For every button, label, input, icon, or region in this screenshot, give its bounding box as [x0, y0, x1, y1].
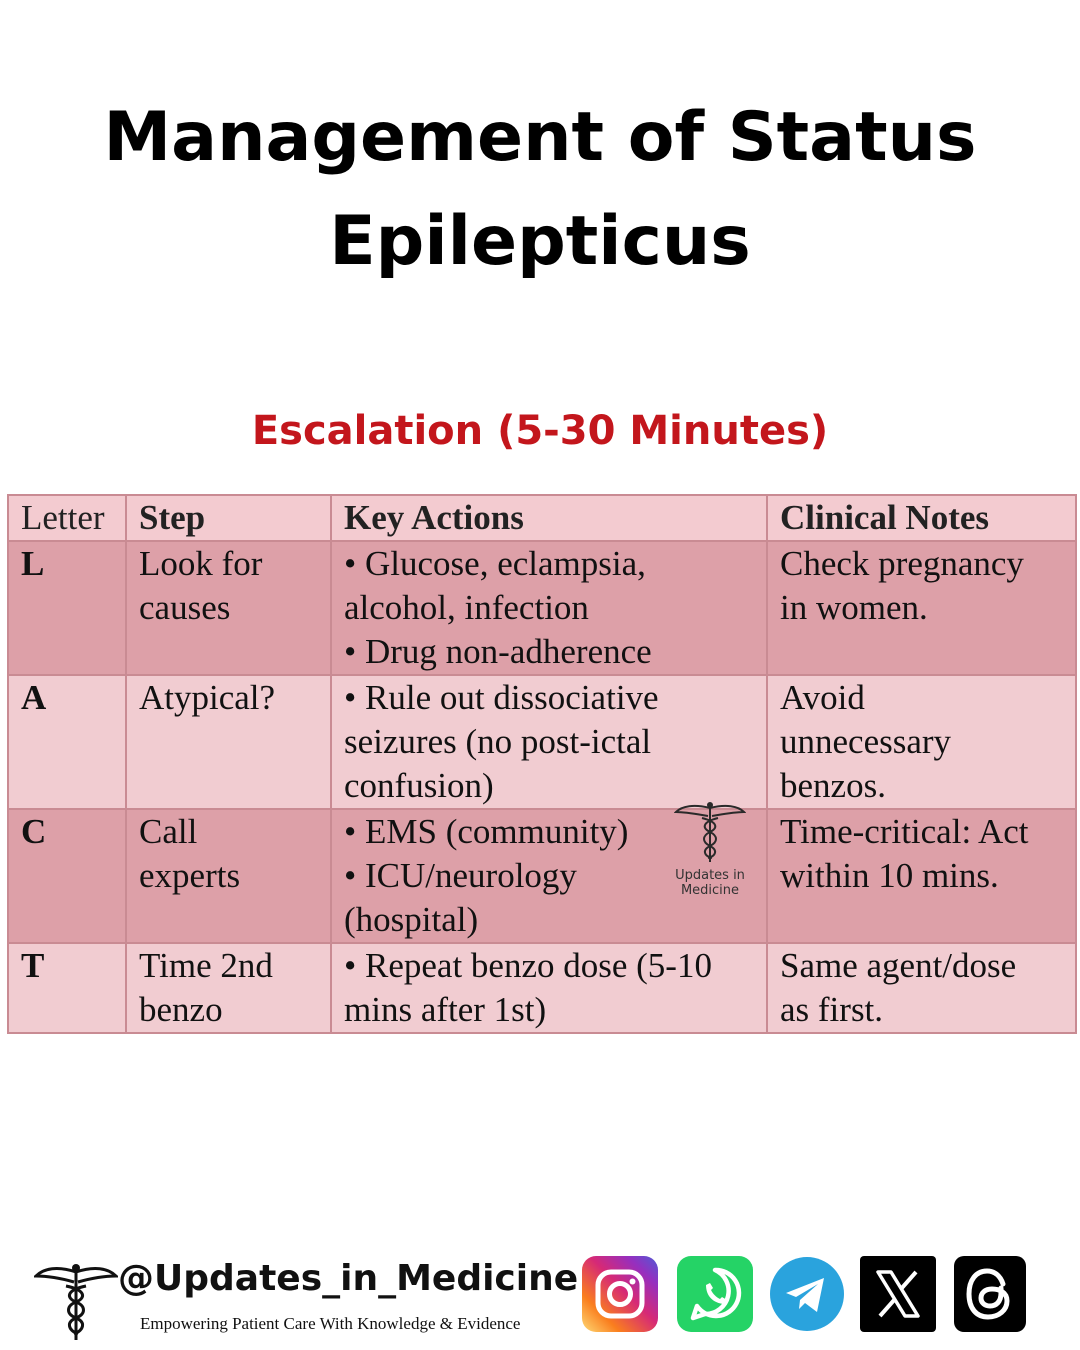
row-notes — [767, 943, 1076, 1033]
note-line: benzos. — [780, 766, 886, 805]
step-line: Atypical? — [139, 678, 276, 717]
table-row — [8, 943, 1076, 1033]
telegram-icon[interactable] — [769, 1256, 845, 1332]
action-line: mins after 1st) — [344, 990, 547, 1029]
action-line: • EMS (community) — [344, 812, 629, 851]
whatsapp-icon[interactable] — [677, 1256, 753, 1332]
header-step: Step — [126, 495, 331, 541]
header-key-actions: Key Actions — [331, 495, 767, 541]
action-line: (hospital) — [344, 900, 479, 939]
page-title — [0, 86, 1080, 294]
table-row — [8, 675, 1076, 809]
step-line: experts — [139, 856, 241, 895]
row-step — [126, 541, 331, 675]
watermark — [672, 800, 748, 898]
row-letter: C — [8, 809, 126, 943]
action-line: • Glucose, eclampsia, — [344, 544, 646, 583]
note-line: unnecessary — [780, 722, 952, 761]
caduceus-icon — [674, 800, 746, 864]
step-line: Time 2nd — [139, 946, 273, 985]
row-step — [126, 675, 331, 809]
action-line: • Drug non-adherence — [344, 632, 652, 671]
x-icon[interactable] — [860, 1256, 936, 1332]
table-row — [8, 541, 1076, 675]
note-line: within 10 mins. — [780, 856, 999, 895]
row-actions — [331, 943, 767, 1033]
row-step — [126, 809, 331, 943]
step-line: Look for — [139, 544, 263, 583]
row-letter: T — [8, 943, 126, 1033]
action-line: alcohol, infection — [344, 588, 589, 627]
note-line: Avoid — [780, 678, 865, 717]
lact-table — [7, 494, 1077, 1034]
row-notes — [767, 809, 1076, 943]
row-letter: A — [8, 675, 126, 809]
action-line: confusion) — [344, 766, 494, 805]
footer-tagline: Empowering Patient Care With Knowledge & Evidence — [140, 1314, 521, 1333]
row-actions — [331, 541, 767, 675]
step-line: benzo — [139, 990, 223, 1029]
action-line: • ICU/neurology — [344, 856, 577, 895]
note-line: Time-critical: Act — [780, 812, 1029, 851]
page-title-line-2: Epilepticus — [329, 202, 751, 281]
action-line: • Repeat benzo dose (5-10 — [344, 946, 712, 985]
watermark-line-2: Medicine — [680, 883, 740, 898]
row-notes — [767, 541, 1076, 675]
note-line: as first. — [780, 990, 884, 1029]
page-title-line-1: Management of Status — [103, 98, 977, 177]
header-clinical-notes: Clinical Notes — [767, 495, 1076, 541]
note-line: Check pregnancy — [780, 544, 1024, 583]
header-letter: Letter — [8, 495, 126, 541]
step-line: causes — [139, 588, 231, 627]
row-letter: L — [8, 541, 126, 675]
note-line: Same agent/dose — [780, 946, 1017, 985]
footer-handle[interactable]: @Updates_in_Medicine — [118, 1258, 579, 1299]
instagram-icon[interactable] — [582, 1256, 658, 1332]
threads-icon[interactable] — [954, 1256, 1026, 1332]
row-notes — [767, 675, 1076, 809]
note-line: in women. — [780, 588, 928, 627]
action-line: seizures (no post-ictal — [344, 722, 652, 761]
step-line: Call — [139, 812, 198, 851]
action-line: • Rule out dissociative — [344, 678, 659, 717]
section-subtitle: Escalation (5-30 Minutes) — [251, 408, 829, 454]
row-actions — [331, 675, 767, 809]
row-step — [126, 943, 331, 1033]
caduceus-icon — [34, 1262, 118, 1342]
table-row — [8, 809, 1076, 943]
watermark-line-1: Updates in — [675, 868, 745, 883]
table-header-row — [8, 495, 1076, 541]
